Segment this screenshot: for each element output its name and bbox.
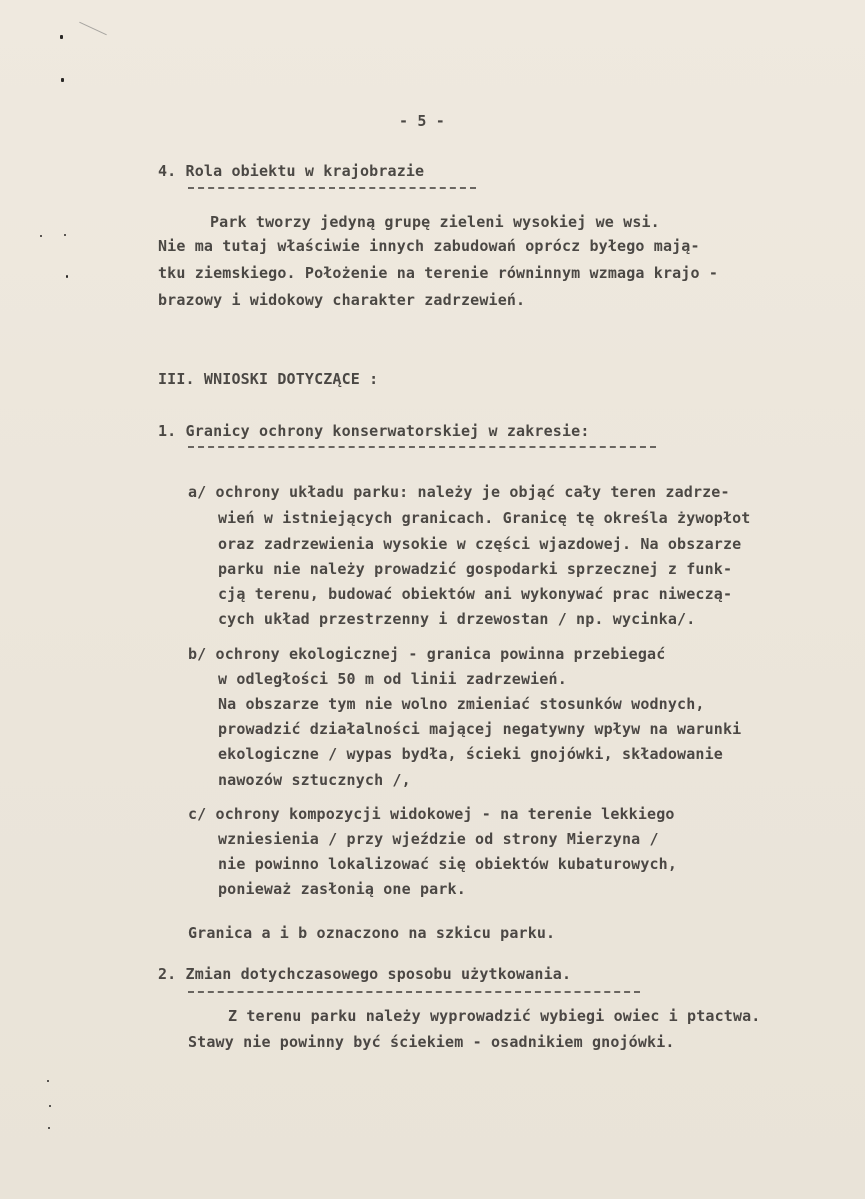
section-4-heading: 4. Rola obiektu w krajobrazie: [158, 162, 425, 180]
item-1-heading: 1. Granicy ochrony konserwatorskiej w zakresie:: [158, 422, 590, 440]
item-2-line: Z terenu parku należy wyprowadzić wybiegi owiec i ptactwa.: [228, 1007, 761, 1025]
item-2-line: Stawy nie powinny być ściekiem - osadnikiem gnojówki.: [188, 1033, 675, 1051]
item-1b-line: b/ ochrony ekologicznej - granica powinna przebiegać: [188, 645, 666, 663]
section-4-line: Park tworzy jedyną grupę zieleni wysokiej we wsi.: [210, 213, 660, 231]
item-1b-line: ekologiczne / wypas bydła, ścieki gnojówki, składowanie: [218, 745, 723, 763]
margin-speck: [64, 234, 66, 236]
item-1c-line: c/ ochrony kompozycji widokowej - na terenie lekkiego: [188, 805, 675, 823]
margin-speck: [61, 78, 64, 82]
item-1c-line: ponieważ zasłonią one park.: [218, 880, 466, 898]
item-1a-line: a/ ochrony układu parku: należy je objąć cały teren zadrze-: [188, 483, 730, 501]
margin-speck: [48, 1127, 50, 1129]
item-1b-line: nawozów sztucznych /,: [218, 771, 411, 789]
item-1a-line: wień w istniejących granicach. Granicę tę określa żywopłot: [218, 509, 751, 527]
item-1c-line: wzniesienia / przy wjeździe od strony Mierzyna /: [218, 830, 659, 848]
item-1a-line: parku nie należy prowadzić gospodarki sprzecznej z funk-: [218, 560, 733, 578]
item-2-heading: 2. Zmian dotychczasowego sposobu użytkowania.: [158, 965, 572, 983]
heading-underline: [188, 446, 656, 448]
item-1b-line: w odległości 50 m od linii zadrzewień.: [218, 670, 567, 688]
margin-speck: [47, 1080, 49, 1082]
item-1-note: Granica a i b oznaczono na szkicu parku.: [188, 924, 556, 942]
section-4-line: tku ziemskiego. Położenie na terenie równinnym wzmaga krajo -: [158, 264, 719, 282]
item-1a-line: oraz zadrzewienia wysokie w części wjazdowej. Na obszarze: [218, 535, 742, 553]
margin-speck: [49, 1105, 51, 1107]
section-4-line: Nie ma tutaj właściwie innych zabudowań oprócz byłego mają-: [158, 237, 700, 255]
margin-speck: [60, 35, 63, 39]
paper-scratch: [79, 22, 107, 36]
heading-underline: [188, 187, 476, 189]
margin-speck: [66, 275, 68, 278]
item-1a-line: cją terenu, budować obiektów ani wykonywać prac niweczą-: [218, 585, 733, 603]
margin-speck: [40, 235, 42, 237]
page-number: - 5 -: [399, 112, 445, 130]
section-3-heading: III. WNIOSKI DOTYCZĄCE :: [158, 370, 379, 388]
item-1b-line: prowadzić działalności mającej negatywny wpływ na warunki: [218, 720, 742, 738]
item-1a-line: cych układ przestrzenny i drzewostan / np. wycinka/.: [218, 610, 696, 628]
heading-underline: [188, 991, 640, 993]
item-1b-line: Na obszarze tym nie wolno zmieniać stosunków wodnych,: [218, 695, 705, 713]
section-4-line: brazowy i widokowy charakter zadrzewień.: [158, 291, 526, 309]
item-1c-line: nie powinno lokalizować się obiektów kubaturowych,: [218, 855, 678, 873]
